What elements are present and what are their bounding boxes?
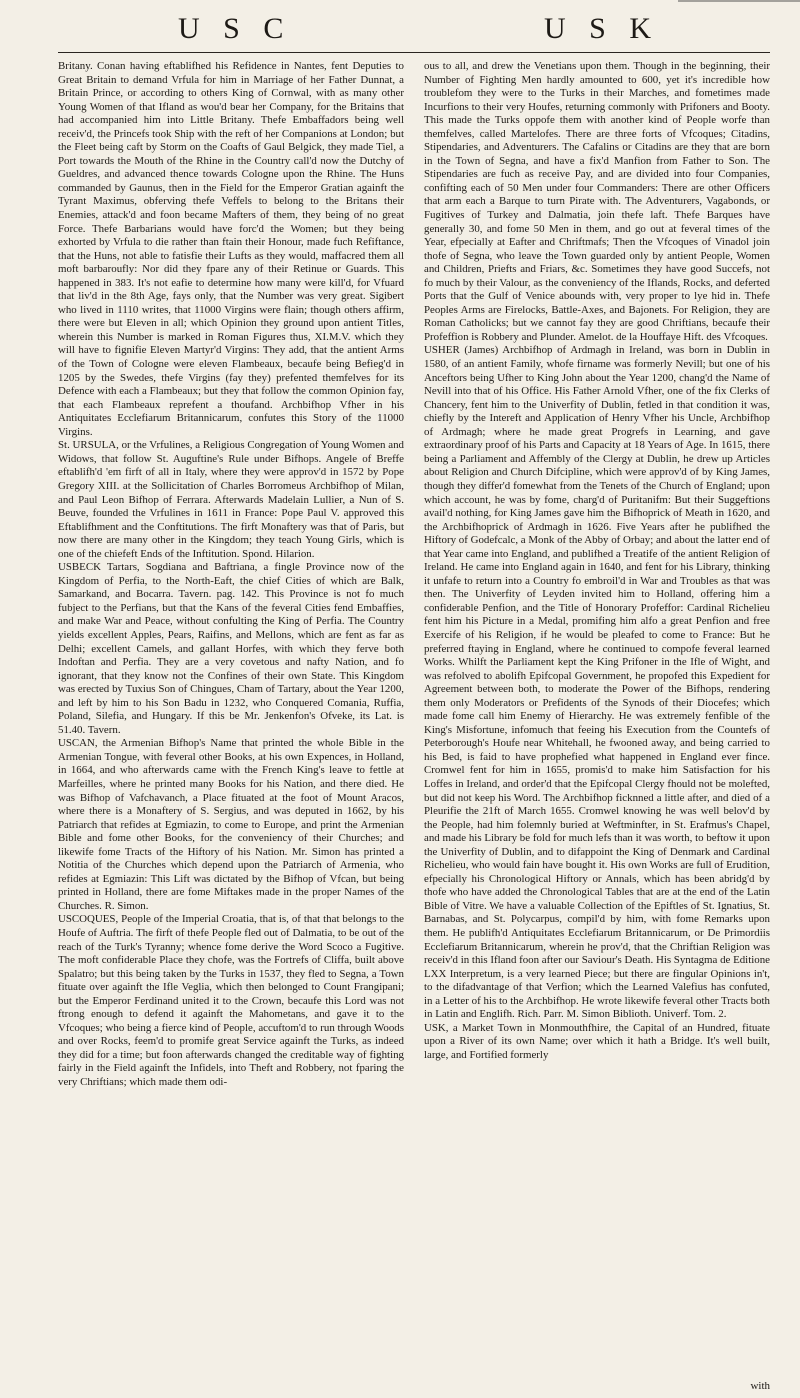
left-column	[58, 60, 404, 1385]
entry-ursula-story-cont: Britany. Conan having eftablifhed his Refidence in Nantes, fent Deputies to Great Britain to demand Vrfula for him in Marriage of her Father Dunnat, a Britain Prince, or according to others King of Cornwal, with as many other Young Women of that Ifland as wou'd bear her Company, for the Britains that had accompanied him into Little Britany. Thefe Embaffadors being well receiv'd, the Princefs took Ship with the reft of her Companions at London; but the Fleet being caft by Storm on the Coafts of Gaul Belgick, they made Tiel, a Port towards the Mouth of the Rhine in the Country call'd now the Dutchy of Gueldres, and advanced thence towards Cologne upon the Rhine. The Huns commanded by Gaunus, then in the Field for the Emperor Gratian againft the Tyrant Maximus, obferving thefe Veffels to belong to the Britans their Enemies, attack'd and foon became Mafters of them, they being of no great Force. Thefe Barbarians would have forc'd the Women; but they being exhorted by Vrfula to die rather than ftain their Honour, made fuch Refiftance, that the Huns, not able to fatisfie their Lufts as they would, maffacred them all moft barbaroufly: Nor did they fpare any of their Retinue or Guards. This happened in 383. It's not eafie to determine how many were kill'd, for Vfuard that liv'd in the 8th Age, fays only, that the Number was very great. Sigibert who lived in 1110 writes, that 11000 Virgins were flain; though others affirm, there were but Eleven in all; which Opinion they ground upon antient Titles, wherein this Number is marked in Roman Figures thus, XI.M.V. which they will have to fignifie Eleven Martyr'd Virgins: They add, that the antient Arms of the Town of Cologne were eleven Flambeaux, becaufe being Befieg'd in 1205 by the Swedes, thefe Virgins (fay they) prefented themfelves for its Defence with each a Flambeaux; but they that follow the common Opinion fay, that each Flambeaux reprefent a thoufand. Archbifhop Vfher in his Antiquitates Ecclefiarum Britannicarum, confutes this Story of the 11000 Virgins.	[58, 60, 404, 438]
entry-usbeck: USBECK Tartars, Sogdiana and Baftriana, a fingle Province now of the Kingdom of Perfia, to the North-Eaft, the chief Cities of which are Balk, Samarkand, and Bocarra. Tavern. pag. 142. This Province is not fo much fubject to the Perfians, but that the Kans of the feveral Cities fend Embaffies, and make War and Peace, without confulting the King of Perfia. The Country yields excellent Apples, Pears, Raifins, and Mellons, which are fent as far as Delhi; excellent Camels, and gallant Horfes, with which they ferve both Indoftan and Perfia. They are a very covetous and nafty Nation, and fo ignorant, that they know not the Confines of their own State. This Kingdom was erected by Tuxius Son of Chingues, Cham of Tartary, about the Year 1200, and left by him to his Son Badu in 1232, who Conquered Comania, Ruffia, Poland, Silefia, and Hungary. If this be Mr. Jenkenfon's Ofveke, its Lat. is 51.40. Tavern.	[58, 561, 404, 736]
entry-uscan: USCAN, the Armenian Bifhop's Name that printed the whole Bible in the Armenian Tongue, with feveral other Books, at his own Expences, in Holland, in 1664, and who afterwards came with the French King's leave to fettle at Marfeilles, where he printed many Books for his Nation, and there died. He was Bifhop of Vafchavanch, a Place fituated at the foot of Mount Aracos, where there is a Monaftery of S. Sergius, and was deputed in 1662, by his Patriarch that refides at Egmiazin, to come to Europe, and print the Armenian Bible and fome other Books, for the conveniency of their Churches; and likewife fome Tracts of the Hiftory of his Nation. Mr. Simon has printed a Notitia of the Churches which depend upon the Patriarch of Armenia, who refides at Egmiazin: This Lift was dictated by the Bifhop of Vfcan, but being printed in Holland, there are fome Miftakes made in the proper Names of the Churches. R. Simon.	[58, 737, 404, 912]
page-header	[58, 12, 770, 58]
entry-st-ursula: St. URSULA, or the Vrfulines, a Religious Congregation of Young Women and Widows, that follow St. Auguftine's Rule under Bifhops. Angele of Breffe eftablifh'd 'em firft of all in Italy, where they were approv'd in 1572 by Pope Gregory XIII. at the Sollicitation of Charles Borromeus Archbifhop of Milan, and Paul Leon Bifhop of Ferrara. Afterwards Madelain Lullier, a Nun of S. Beuve, founded the Vrfulines in 1611 in France: Pope Paul V. approved this Eftablifhment and the Conftitutions. The firft Monaftery was that of Paris, but now there are many other in the Kingdom; they teach Young Girls, which is one of the chiefeft Ends of the Inftitution. Spond. Hilarion.	[58, 439, 404, 560]
page-edge-mark	[678, 0, 800, 10]
catchword: with	[750, 1380, 770, 1392]
entry-usher: USHER (James) Archbifhop of Ardmagh in Ireland, was born in Dublin in 1580, of an antient Family, whofe firname was formerly Nevill; but one of his Anceftors being Ufher to King John about the Year 1200, chang'd the Name of Nevill into that of his Office. His Father Arnold Vfher, one of the fix Clerks of Chancery, fent him to the Univerfity of Dublin, fetled in that condition it was, chiefly by the Intereft and Application of Henry Vfher his Uncle, Archbifhop of Ardmagh; where he made great Progrefs in Learning, and gave extraordinary proof of his Parts and Capacity at 18 Years of Age. In 1615, there being a Parliament and Affembly of the Clergy at Dublin, he drew up Articles about Religion and Church Difcipline, which were approv'd of by King James, though they differ'd fomewhat from the Tenets of the Church of England; upon which account, he was by fome, charg'd of Puritanifm: But their Suggeftions avail'd nothing, for King James gave him the Bifhoprick of Meath in 1620, and the Archbifhoprick of Ardmagh in 1626. Five Years after he publifhed the Hiftory of Godefcalc, a Monk of the Abby of Orbay; and about the latter end of that Year came into England, and publifhed a Treatife of the antient Religion of Ireland. He came into England again in 1640, and fent for his Library, thinking it unfafe to return into a Country fo embroil'd in War and Troubles as that was then. The Univerfity of Leyden invited him to Holland, offering him a confiderable Penfion, and the Title of Honorary Profeffor: Cardinal Richelieu fent him his Picture in a Medal, promifing him alfo a great Penfion and free Exercife of his Religion, if he would be pleafed to come to France: But he preferred ftaying in England, where he continued to compofe feveral learned Works. Whilft the Parliament kept the King Prifoner in the Ifle of Wight, and was refolved to abolifh Epifcopal Government, he propofed this Expedient for Agreement between both, to moderate the Power of the Bifhops, rendering them only Moderators or Prefidents of the Synods of their Diocefes; which made fome call him Enemy of Hierarchy. He was extremely fenfible of the King's Misfortune, infomuch that feeing his Execution from the Countefs of Peterborough's Houfe near Whitehall, he fwooned away, and being carried to his Bed, is faid to have prophefied what happened in England ever fince. Cromwel fent for him in 1655, promis'd to make him Satisfaction for his Loffes in Ireland, and order'd that the Epifcopal Clergy fhould not be molefted, but did not keep his Word. The Archbifhop ficknned a little after, and died of a Pleurifie the 21ft of March 1655. Cromwel knowing he was well belov'd by the People, had him folemnly buried at Weftminfter, in St. Erafmus's Chapel, and made his Library be fold for much lefs than it was worth, to beftow it upon the Univerfity of Dublin, and to difappoint the King of Denmark and Cardinal Richelieu, who would fain have bought it. His own Works are full of Erudition, efpecially his Chronological Hiftory or Annals, which has been abridg'd by thofe who have added the Chronological Tables that are at the end of the Latin Bible of Vitre. We have a valuable Collection of the Epiftles of St. Ignatius, St. Barnabas, and St. Polycarpus, compil'd by him, with fome Remarks upon them. He publifh'd Antiquitates Ecclefiarum Britannicarum, or De Primordiis Ecclefiarum Britannicarum, wherein he prov'd, that the Chriftian Religion was receiv'd in this Ifland foon after our Saviour's Death. His Syntagma de Editione LXX Interpretum, is a very learned Piece; but there are fingular Opinions in't, to the difadvantage of that Verfion; which the Learned Valefius has confuted, in a Letter of his to the Archbifhop. He wrote likewife feveral other Tracts both in Latin and Englifh. Rich. Parr. M. Simon Biblioth. Univerf. Tom. 2.	[424, 344, 770, 1021]
right-column	[424, 60, 770, 1385]
running-head-right: U S K	[544, 12, 660, 45]
entry-uscoques-cont: ous to all, and drew the Venetians upon them. Though in the beginning, their Number of Fighting Men hardly amounted to 600, yet it's incredible how troublefom they were to the Turks in their Marches, and fometimes made Incurfions to their very Houfes, returning commonly with Prifoners and Booty. This made the Turks oppofe them with another kind of People worfe than themfelves, called Martelofes. There are three forts of Vfcoques; Citadins, Stipendaries, and Adventurers. The Cafalins or Citadins are they that are born in the Town of Segna, and have a fix'd Manfion from Father to Son. The Stipendaries are fuch as receive Pay, and are divided into four Companies, confifting each of 50 Men under four Commanders: There are other Officers that arm each a Barque to turn Pirate with. The Adventurers, Vagabonds, or Fugitives of Turkey and Dalmatia, join thefe laft. Thefe Barques have generally 30, and fome 50 Men in them, and go out at feveral times of the Year, efpecially at Eafter and Chriftmafs; Then the Vfcoques of Vinadol join thofe of Segna, who leave the Town guarded only by antient People, Women and Children, Priefts and Friars, &c. Sometimes they have good Succefs, not fo much by their Valour, as the conveniency of the Iflands, Rocks, and deferted Ports that the Gulf of Venice abounds with, very proper to lye hid in. Thefe Peoples Arms are Firelocks, Battle-Axes, and Bajonets. For Religion, they are Roman Catholicks; but we cannot fay they are good Chriftians, becaufe their Profeffion is Robbery and Plunder. Amelot. de la Houffaye Hift. des Vfcoques.	[424, 60, 770, 343]
header-rule	[58, 52, 770, 53]
entry-usk: USK, a Market Town in Monmouthfhire, the Capital of an Hundred, fituate upon a River of its own Name; over which it hath a Bridge. It's well built, large, and Fortified formerly	[424, 1021, 770, 1061]
running-head-left: U S C	[178, 12, 292, 45]
dictionary-page	[58, 12, 770, 1392]
text-columns	[58, 60, 770, 1385]
entry-uscoques: USCOQUES, People of the Imperial Croatia, that is, of that that belongs to the Houfe of Auftria. The firft of thefe People fled out of Dalmatia, to be out of the reach of the Turk's Tyranny; whence fome derive the Word Scoco a Fugitive. The moft confiderable Place they chofe, was the Fortrefs of Cliffa, built above Spalatro; but this being taken by the Turks in 1537, they fled to Segna, a Town fituate over againft the Ifle Veglia, which then belonged to Count Frangipani; but the Emperor Ferdinand united it to the Crown, becaufe this Lord was not ftrong enough to defend it againft the Mahometans, and gave it to the Vfcoques; who being a fierce kind of People, accuftom'd to run through Woods and over Rocks, feem'd to promife great Service againft the Turks, as indeed they did for a time; but foon afterwards changed the creditable way of fighting fairly in the Field againft the Infidels, into Theft and Robbery, not fparing the very Chriftians; which made them odi-	[58, 913, 404, 1089]
